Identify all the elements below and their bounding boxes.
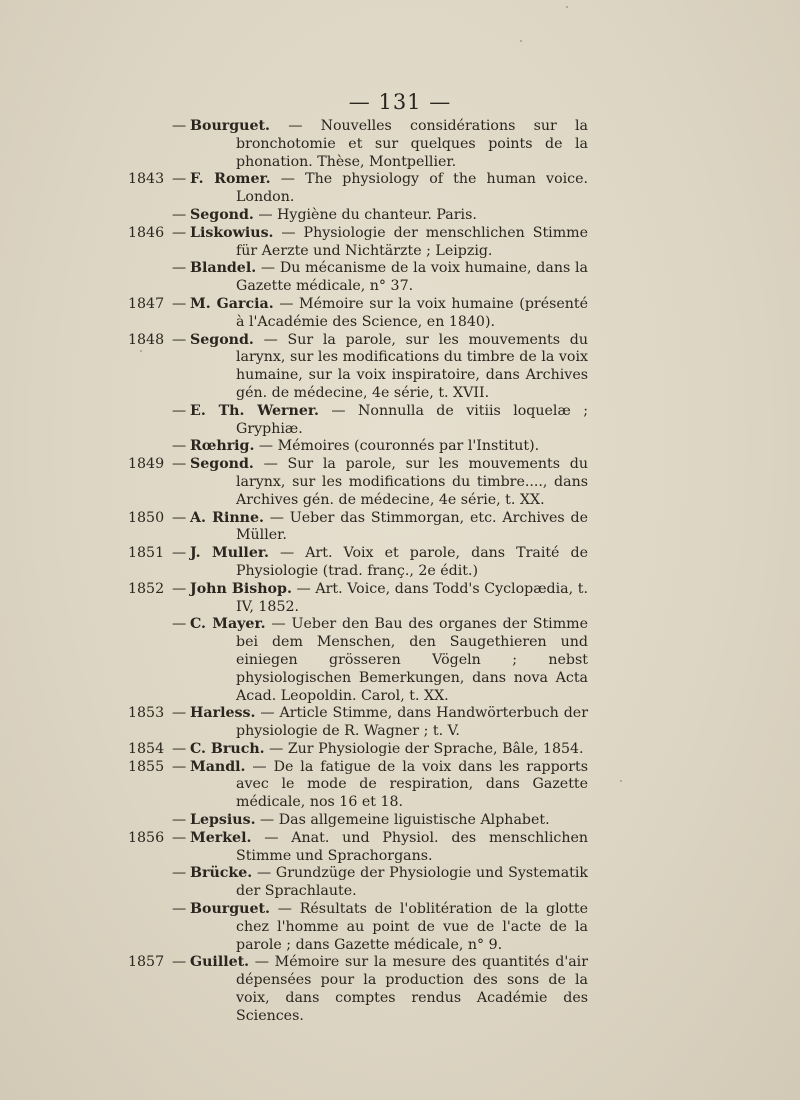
entry-dash: — bbox=[172, 206, 187, 223]
entry-text: — Ueber den Bau des organes der Stimme bei dem Menschen, den Saugethieren und einiegen grösseren Vögeln ; nebst physiologischen Bemerkungen, dans nova Acta Acad. Leopoldin. Carol, t. XX. bbox=[236, 616, 588, 704]
bibliography-entry bbox=[128, 403, 588, 439]
entry-dash: — bbox=[172, 438, 187, 455]
entry-author: Bourguet. bbox=[190, 118, 270, 134]
entry-year: 1843 bbox=[128, 171, 165, 188]
entry-dash: — bbox=[172, 901, 187, 918]
entry-author: M. Garcia. bbox=[190, 295, 274, 312]
bibliography-entry bbox=[128, 581, 588, 617]
entry-author: Blandel. bbox=[190, 260, 257, 277]
entry-author: C. Mayer. bbox=[190, 616, 266, 633]
entry-author: J. Muller. bbox=[190, 545, 269, 562]
entry-text: — Mémoire sur la mesure des quantités d'air dépensées pour la production des sons de la voix, dans comptes rendus Académie des Sciences. bbox=[236, 954, 588, 1024]
bibliography-entry bbox=[128, 616, 588, 705]
entry-author: Segond. bbox=[190, 331, 254, 348]
entry-dash: — bbox=[172, 758, 187, 775]
entry-dash: — bbox=[172, 580, 187, 597]
entry-text: — Grundzüge der Physiologie und Systematik der Sprachlaute. bbox=[236, 865, 588, 900]
entry-author: Mandl. bbox=[190, 758, 246, 775]
entry-year: 1857 bbox=[128, 954, 165, 971]
bibliography-list bbox=[128, 118, 588, 1026]
entry-author: Segond. bbox=[190, 456, 254, 473]
entry-year: 1849 bbox=[128, 456, 165, 473]
entry-text: — Nouvelles considérations sur la bronchotomie et sur quelques points de la phonation. Thèse, Montpellier. bbox=[236, 118, 588, 170]
bibliography-entry bbox=[128, 954, 588, 1025]
entry-year: 1852 bbox=[128, 580, 165, 597]
bibliography-entry bbox=[128, 438, 588, 456]
entry-author: Lepsius. bbox=[190, 812, 256, 829]
entry-text: — Résultats de l'oblitération de la glotte chez l'homme au point de vue de l'acte de la parole ; dans Gazette médicale, n° 9. bbox=[236, 901, 588, 953]
entry-text: — Ueber das Stimmorgan, etc. Archives de Müller. bbox=[236, 509, 588, 544]
entry-dash: — bbox=[172, 812, 187, 829]
entry-author: Harless. bbox=[190, 705, 256, 722]
entry-dash: — bbox=[172, 705, 187, 722]
entry-text: — Du mécanisme de la voix humaine, dans la Gazette médicale, n° 37. bbox=[236, 260, 588, 295]
entry-dash: — bbox=[172, 171, 187, 188]
entry-text: — Zur Physiologie der Sprache, Bâle, 1854. bbox=[264, 740, 584, 757]
entry-dash: — bbox=[172, 224, 187, 241]
bibliography-entry bbox=[128, 901, 588, 954]
page-number: — 131 — bbox=[348, 90, 452, 114]
entry-dash: — bbox=[172, 545, 187, 562]
entry-author: C. Bruch. bbox=[190, 740, 265, 757]
bibliography-entry bbox=[128, 207, 588, 225]
entry-dash: — bbox=[172, 740, 187, 757]
entry-text: — Anat. und Physiol. des menschlichen Stimme und Sprachorgans. bbox=[236, 829, 588, 864]
entry-dash: — bbox=[172, 456, 187, 473]
entry-year: 1853 bbox=[128, 705, 165, 722]
entry-text: — Nonnulla de vitiis loquelæ ; Gryphiæ. bbox=[236, 402, 588, 437]
bibliography-entry bbox=[128, 741, 588, 759]
entry-author: Liskowius. bbox=[190, 224, 274, 241]
paper-speck bbox=[140, 350, 142, 352]
bibliography-entry bbox=[128, 225, 588, 261]
entry-dash: — bbox=[172, 118, 187, 134]
entry-author: Brücke. bbox=[190, 865, 253, 882]
entry-text: — Sur la parole, sur les mouvements du larynx, sur les modifications du timbre de la voix humaine, sur la voix inspiratoire, dans Archives gén. de médecine, 4e série, t. XVII. bbox=[236, 331, 588, 401]
entry-text: — Art. Voix et parole, dans Traité de Physiologie (trad. franç., 2e édit.) bbox=[236, 545, 588, 579]
bibliography-entry bbox=[128, 332, 588, 403]
bibliography-entry bbox=[128, 171, 588, 207]
paper-speck bbox=[566, 6, 568, 8]
entry-text: — Mémoire sur la voix humaine (présenté à l'Académie des Science, en 1840). bbox=[236, 295, 588, 330]
entry-text: — Das allgemeine liguistische Alphabet. bbox=[255, 812, 550, 829]
bibliography-entry bbox=[128, 830, 588, 866]
entry-author: A. Rinne. bbox=[190, 509, 264, 526]
entry-dash: — bbox=[172, 954, 187, 971]
entry-year: 1851 bbox=[128, 545, 165, 562]
bibliography-entry bbox=[128, 118, 588, 171]
entry-text: — De la fatigue de la voix dans les rapports avec le mode de respiration, dans Gazette médicale, nos 16 et 18. bbox=[236, 758, 588, 811]
bibliography-entry bbox=[128, 296, 588, 332]
paper-speck bbox=[620, 780, 622, 782]
entry-year: 1854 bbox=[128, 740, 165, 757]
entry-year: 1846 bbox=[128, 224, 165, 241]
entry-text: — Mémoires (couronnés par l'Institut). bbox=[254, 438, 540, 455]
entry-dash: — bbox=[172, 616, 187, 633]
entry-author: F. Romer. bbox=[190, 171, 271, 188]
entry-year: 1850 bbox=[128, 509, 165, 526]
entry-dash: — bbox=[172, 260, 187, 277]
bibliography-entry bbox=[128, 510, 588, 546]
entry-dash: — bbox=[172, 865, 187, 882]
entry-author: Merkel. bbox=[190, 829, 252, 846]
entry-author: Segond. bbox=[190, 206, 254, 223]
entry-dash: — bbox=[172, 331, 187, 348]
paper-speck bbox=[520, 40, 522, 42]
entry-year: 1847 bbox=[128, 295, 165, 312]
bibliography-entry bbox=[128, 865, 588, 901]
entry-dash: — bbox=[172, 295, 187, 312]
entry-text: — Article Stimme, dans Handwörterbuch der physiologie de R. Wagner ; t. V. bbox=[236, 705, 588, 740]
entry-author: Bourguet. bbox=[190, 901, 270, 918]
entry-author: John Bishop. bbox=[190, 580, 292, 597]
entry-dash: — bbox=[172, 402, 187, 419]
entry-author: Rœhrig. bbox=[190, 438, 255, 455]
bibliography-entry bbox=[128, 759, 588, 812]
entry-year: 1855 bbox=[128, 758, 165, 775]
entry-year: 1848 bbox=[128, 331, 165, 348]
entry-text: — Hygiène du chanteur. Paris. bbox=[253, 206, 477, 223]
bibliography-entry bbox=[128, 545, 588, 581]
entry-year: 1856 bbox=[128, 829, 165, 846]
entry-text: — Physiologie der menschlichen Stimme für Aerzte und Nichtärzte ; Leipzig. bbox=[236, 224, 588, 259]
entry-author: E. Th. Werner. bbox=[190, 402, 319, 419]
entry-dash: — bbox=[172, 509, 187, 526]
entry-dash: — bbox=[172, 829, 187, 846]
bibliography-entry bbox=[128, 456, 588, 509]
bibliography-entry bbox=[128, 705, 588, 741]
entry-author: Guillet. bbox=[190, 954, 250, 971]
entry-text: — The physiology of the human voice. London. bbox=[236, 171, 588, 206]
entry-text: — Sur la parole, sur les mouvements du larynx, sur les modifications du timbre...., dans Archives gén. de médecine, 4e série, t. XX. bbox=[236, 456, 588, 508]
bibliography-entry bbox=[128, 260, 588, 296]
bibliography-entry bbox=[128, 812, 588, 830]
entry-text: — Art. Voice, dans Todd's Cyclopædia, t. IV, 1852. bbox=[236, 580, 588, 615]
